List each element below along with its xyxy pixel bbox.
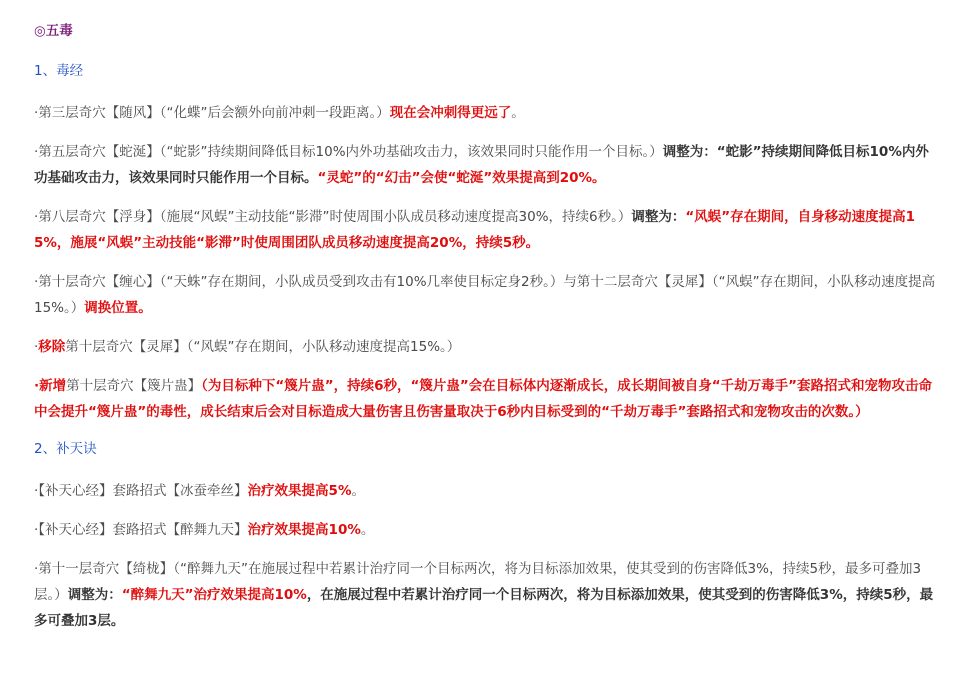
body-text: ·第十层奇穴【缠心】（“天蛛”存在期间，小队成员受到攻击有10%几率使目标定身2秒。）与第十二层奇穴【灵犀】（“风蜈”存在期间，小队移动速度提高15%。） [34, 274, 936, 316]
highlight-text: ·新增 [34, 378, 67, 394]
body-text: ·第五层奇穴【蛇涎】（“蛇影”持续期间降低目标10%内外功基础攻击力，该效果同时只能作用一个目标。） [34, 144, 663, 160]
body-text: 。 [511, 105, 525, 121]
highlight-text: 现在会冲刺得更远了 [389, 105, 512, 121]
body-text: 。 [351, 483, 365, 499]
highlight-text: “醉舞九天”治疗效果提高10% [121, 587, 307, 603]
body-text: ·【补天心经】套路招式【冰蚕牵丝】 [34, 483, 248, 499]
body-text: 第十层奇穴【篾片蛊】 [66, 378, 202, 394]
section-dujing [34, 60, 937, 425]
bold-text: ，在施展过程中若累计治疗同一个目标两次，将为目标添加效果，使其受到的伤害降低3%，持续5秒，最多可叠加3层。 [34, 587, 934, 629]
paragraph [34, 334, 937, 360]
highlight-text: “风蜈”存在期间，自身移动速度提高15%，施展“风蜈”主动技能“影滞”时使周围团队成员移动速度提高20%，持续5秒。 [34, 209, 916, 251]
highlight-text: 调换位置。 [84, 300, 152, 316]
section-butianjue [34, 438, 937, 634]
body-text: ·【补天心经】套路招式【醉舞九天】 [34, 522, 248, 538]
paragraph [34, 517, 937, 543]
body-text: 第十层奇穴【灵犀】（“风蜈”存在期间，小队移动速度提高15%。） [65, 339, 461, 355]
bold-text: 调整为： [67, 587, 122, 603]
paragraph [34, 373, 937, 425]
subsection-title: 2、补天诀 [34, 441, 97, 457]
highlight-text: “灵蛇”的“幻击”会使“蛇涎”效果提高到20%。 [317, 170, 606, 186]
bold-text: 调整为： [631, 209, 686, 225]
subsection-title: 1、毒经 [34, 63, 84, 79]
body-text: ·第十一层奇穴【绮栊】（“醉舞九天”在施展过程中若累计治疗同一个目标两次，将为目标添加效果，使其受到的伤害降低3%，持续5秒，最多可叠加3层。） [34, 561, 922, 603]
body-text: ·第三层奇穴【随风】（“化蝶”后会额外向前冲刺一段距离。） [34, 105, 390, 121]
paragraph [34, 556, 937, 634]
section-heading: ◎五毒 [34, 23, 73, 39]
body-text: 。 [360, 522, 375, 538]
bold-text: 调整为：“蛇影”持续期间降低目标10%内外功基础攻击力，该效果同时只能作用一个目标。 [34, 144, 929, 186]
highlight-text: （为目标种下“篾片蛊”，持续6秒，“篾片蛊”会在目标体内逐渐成长，成长期间被自身“千劫万毒手”套路招式和宠物攻击命中会提升“篾片蛊”的毒性，成长结束后会对目标造成大量伤害且伤害量取决于6秒内目标受到的“千劫万毒手”套路招式和宠物攻击的次数。） [34, 378, 933, 420]
highlight-text: 移除 [38, 339, 66, 355]
highlight-text: 治疗效果提高10% [247, 522, 361, 538]
paragraph [34, 139, 937, 191]
body-text: · [34, 339, 39, 355]
paragraph [34, 478, 937, 504]
paragraph [34, 204, 937, 256]
paragraph [34, 100, 937, 126]
paragraph [34, 269, 937, 321]
body-text: ·第八层奇穴【浮身】（施展“风蜈”主动技能“影滞”时使周围小队成员移动速度提高30%，持续6秒。） [34, 209, 632, 225]
highlight-text: 治疗效果提高5% [247, 483, 352, 499]
